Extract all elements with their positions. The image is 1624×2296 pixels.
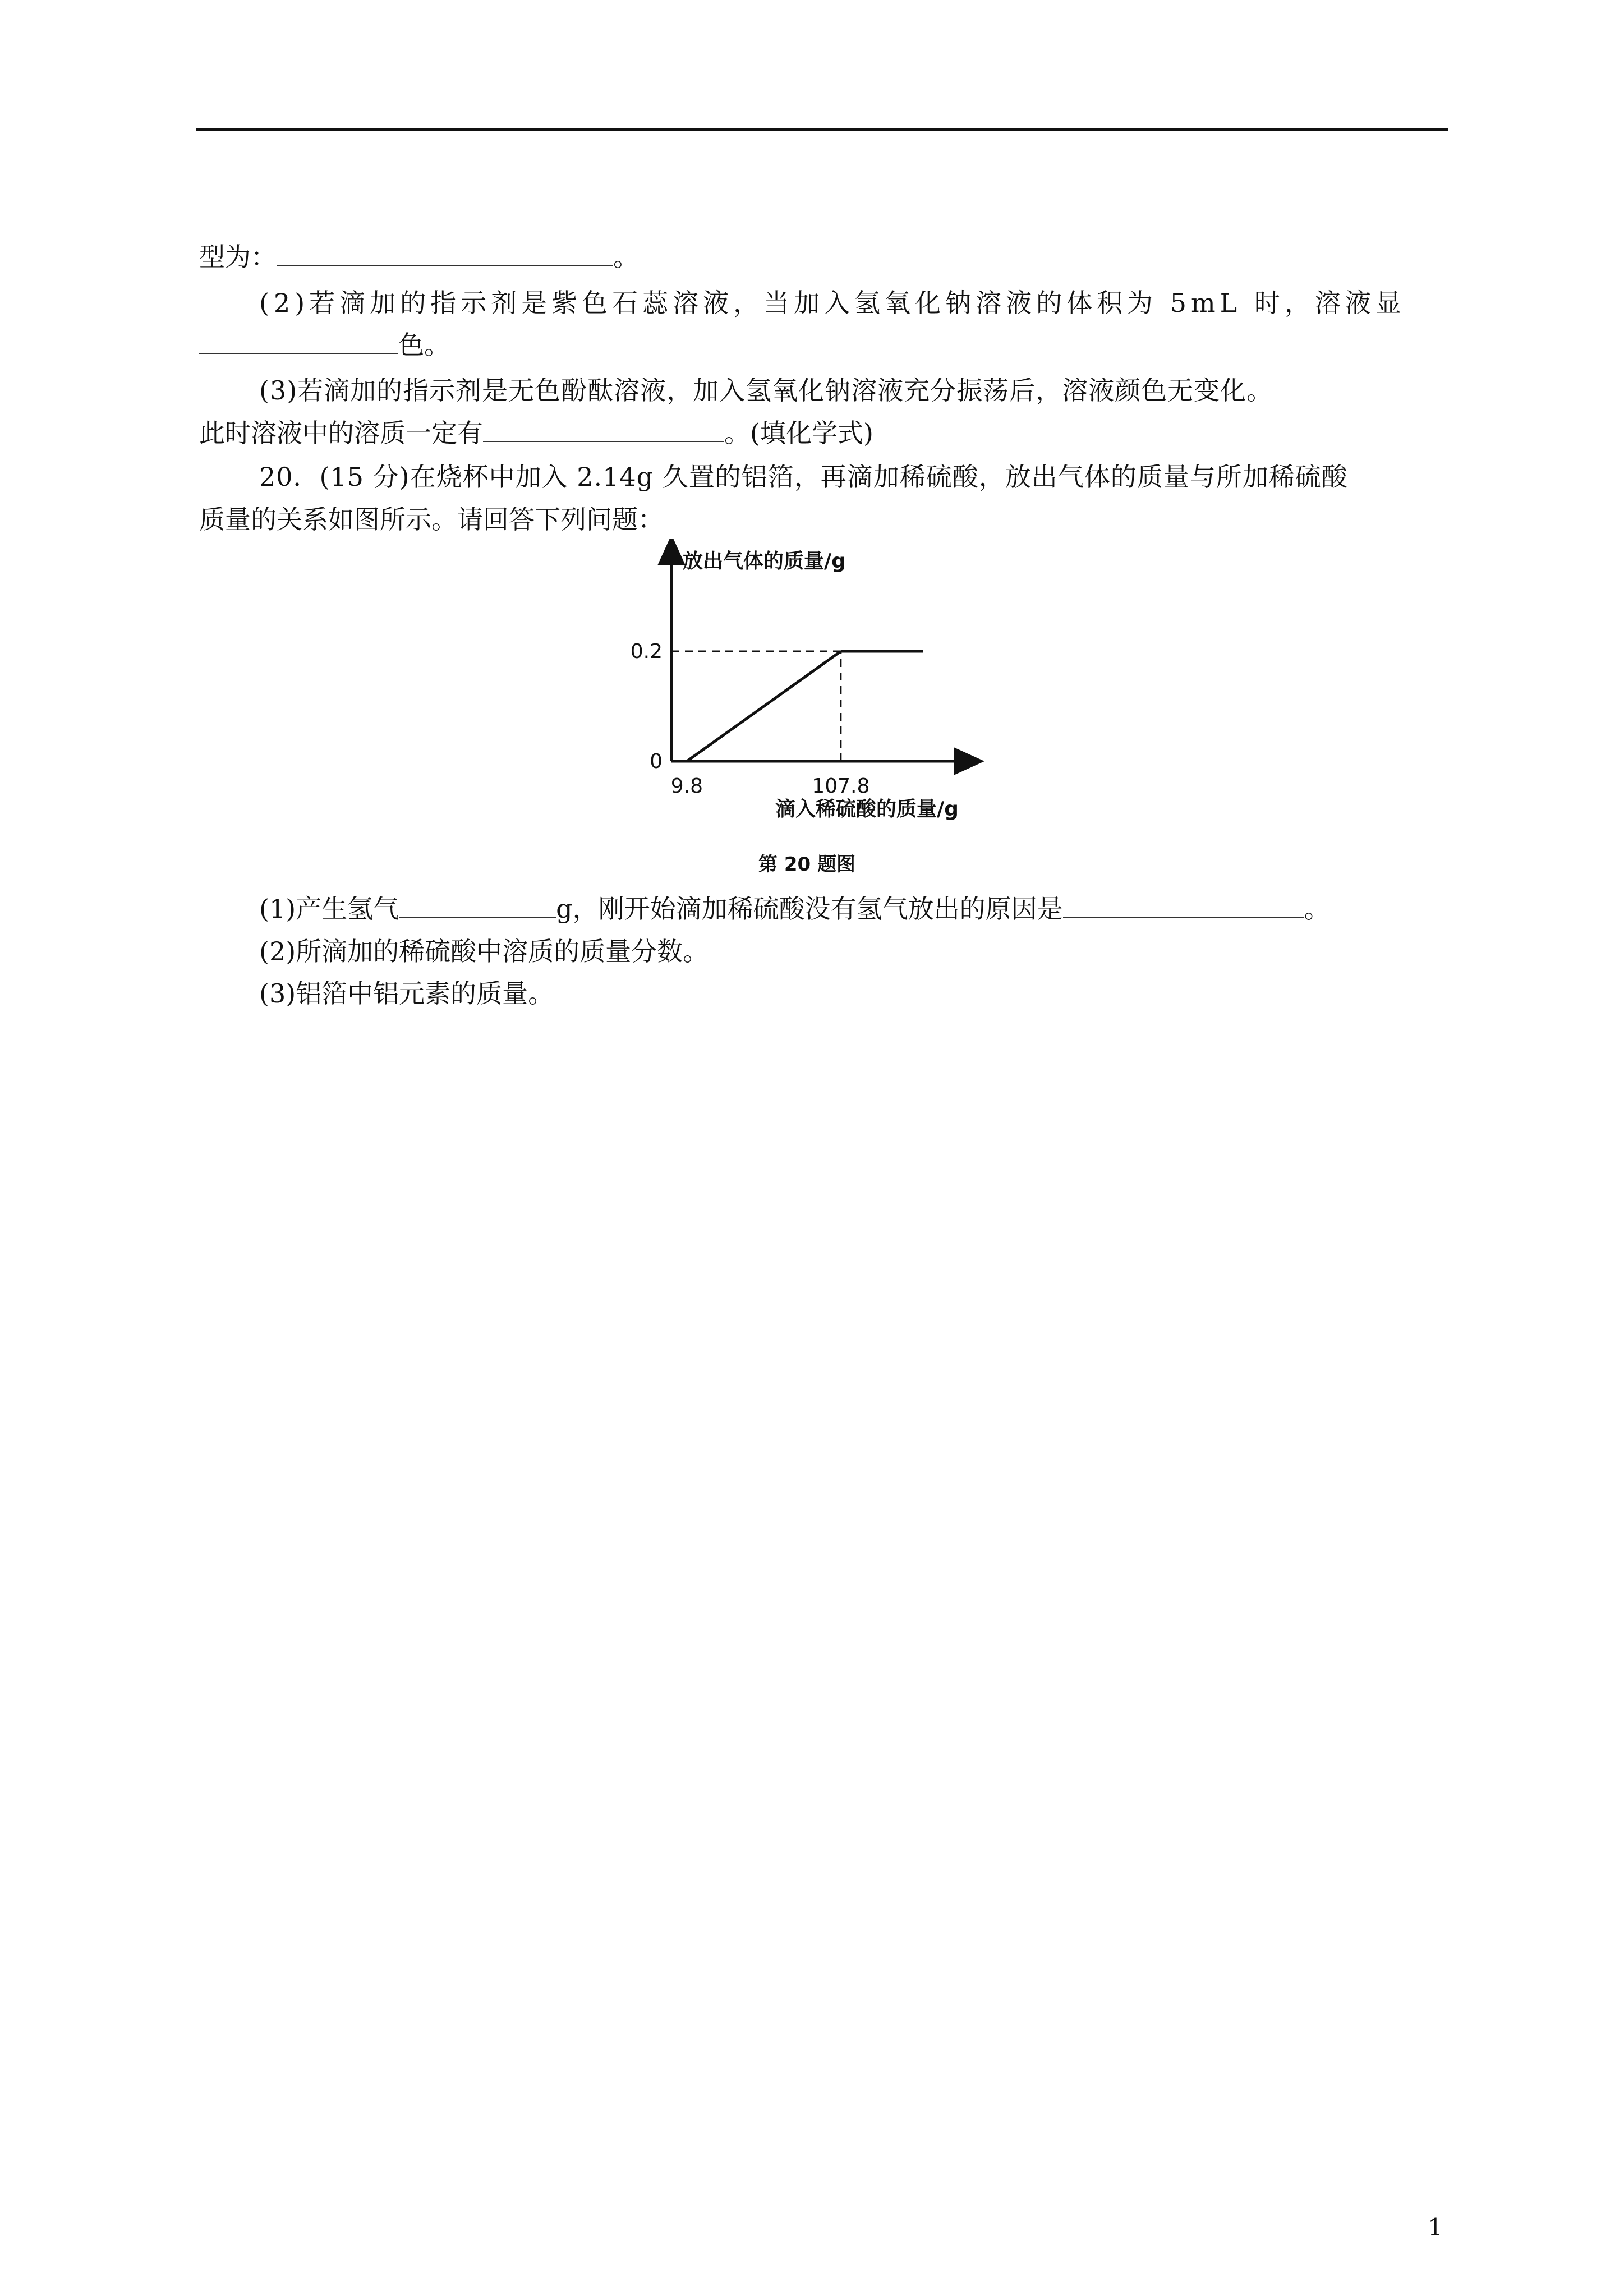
line-text: (1)产生氢气 [259,894,399,924]
answer-blank[interactable] [277,242,613,266]
line-text: (3)若滴加的指示剂是无色酚酞溶液，加入氢氧化钠溶液充分振荡后，溶液颜色无变化。 [259,375,1273,406]
problem-20-statement [259,461,1348,493]
line-text: 此时溶液中的溶质一定有 [199,418,483,448]
y-tick-label: 0 [650,750,663,773]
question-3 [259,978,554,1009]
line-text: 质量的关系如图所示。请回答下列问题： [199,504,664,535]
gas-mass-chart [606,539,1032,898]
line-text: 。 [1304,894,1330,924]
x-axis-label: 滴入稀硫酸的质量/g [775,798,959,821]
answer-line-solute [199,417,873,449]
problem-20-statement-cont [199,504,664,535]
answer-blank[interactable] [483,418,724,442]
x-tick-label: 107.8 [812,775,870,798]
line-text: (3)铝箔中铝元素的质量。 [259,978,554,1009]
page-number: 1 [1428,2214,1443,2241]
line-text: 色。 [398,330,450,360]
line-text: 。 [613,242,639,272]
chart-marks [631,640,923,798]
x-tick-label: 9.8 [670,775,703,798]
answer-blank[interactable] [199,330,398,354]
line-text: g，刚开始滴加稀硫酸没有氢气放出的原因是 [556,894,1063,924]
answer-blank[interactable] [399,894,556,918]
problem-20-figure [606,539,1032,898]
answer-blank[interactable] [1063,894,1304,918]
line-text: 型为： [199,242,277,272]
y-axis-label: 放出气体的质量/g [683,550,846,573]
line-text: (2)若滴加的指示剂是紫色石蕊溶液，当加入氢氧化钠溶液的体积为 5mL 时，溶液显 [259,288,1406,318]
header-rule [196,128,1448,131]
answer-line-type [199,241,639,273]
y-tick-label: 0.2 [630,640,663,663]
question-line-3 [259,375,1273,406]
series-segment [687,651,840,761]
line-text: (2)所滴加的稀硫酸中溶质的质量分数。 [259,936,709,967]
answer-line-color [199,329,450,361]
figure-caption: 第 20 题图 [758,853,855,876]
question-line-2 [259,287,1406,319]
question-2 [259,936,709,967]
line-text: 20．(15 分)在烧杯中加入 2.14g 久置的铝箔，再滴加稀硫酸，放出气体的质量与所加稀硫酸 [259,462,1348,492]
line-text: 。(填化学式) [724,418,873,448]
question-1 [259,893,1330,924]
